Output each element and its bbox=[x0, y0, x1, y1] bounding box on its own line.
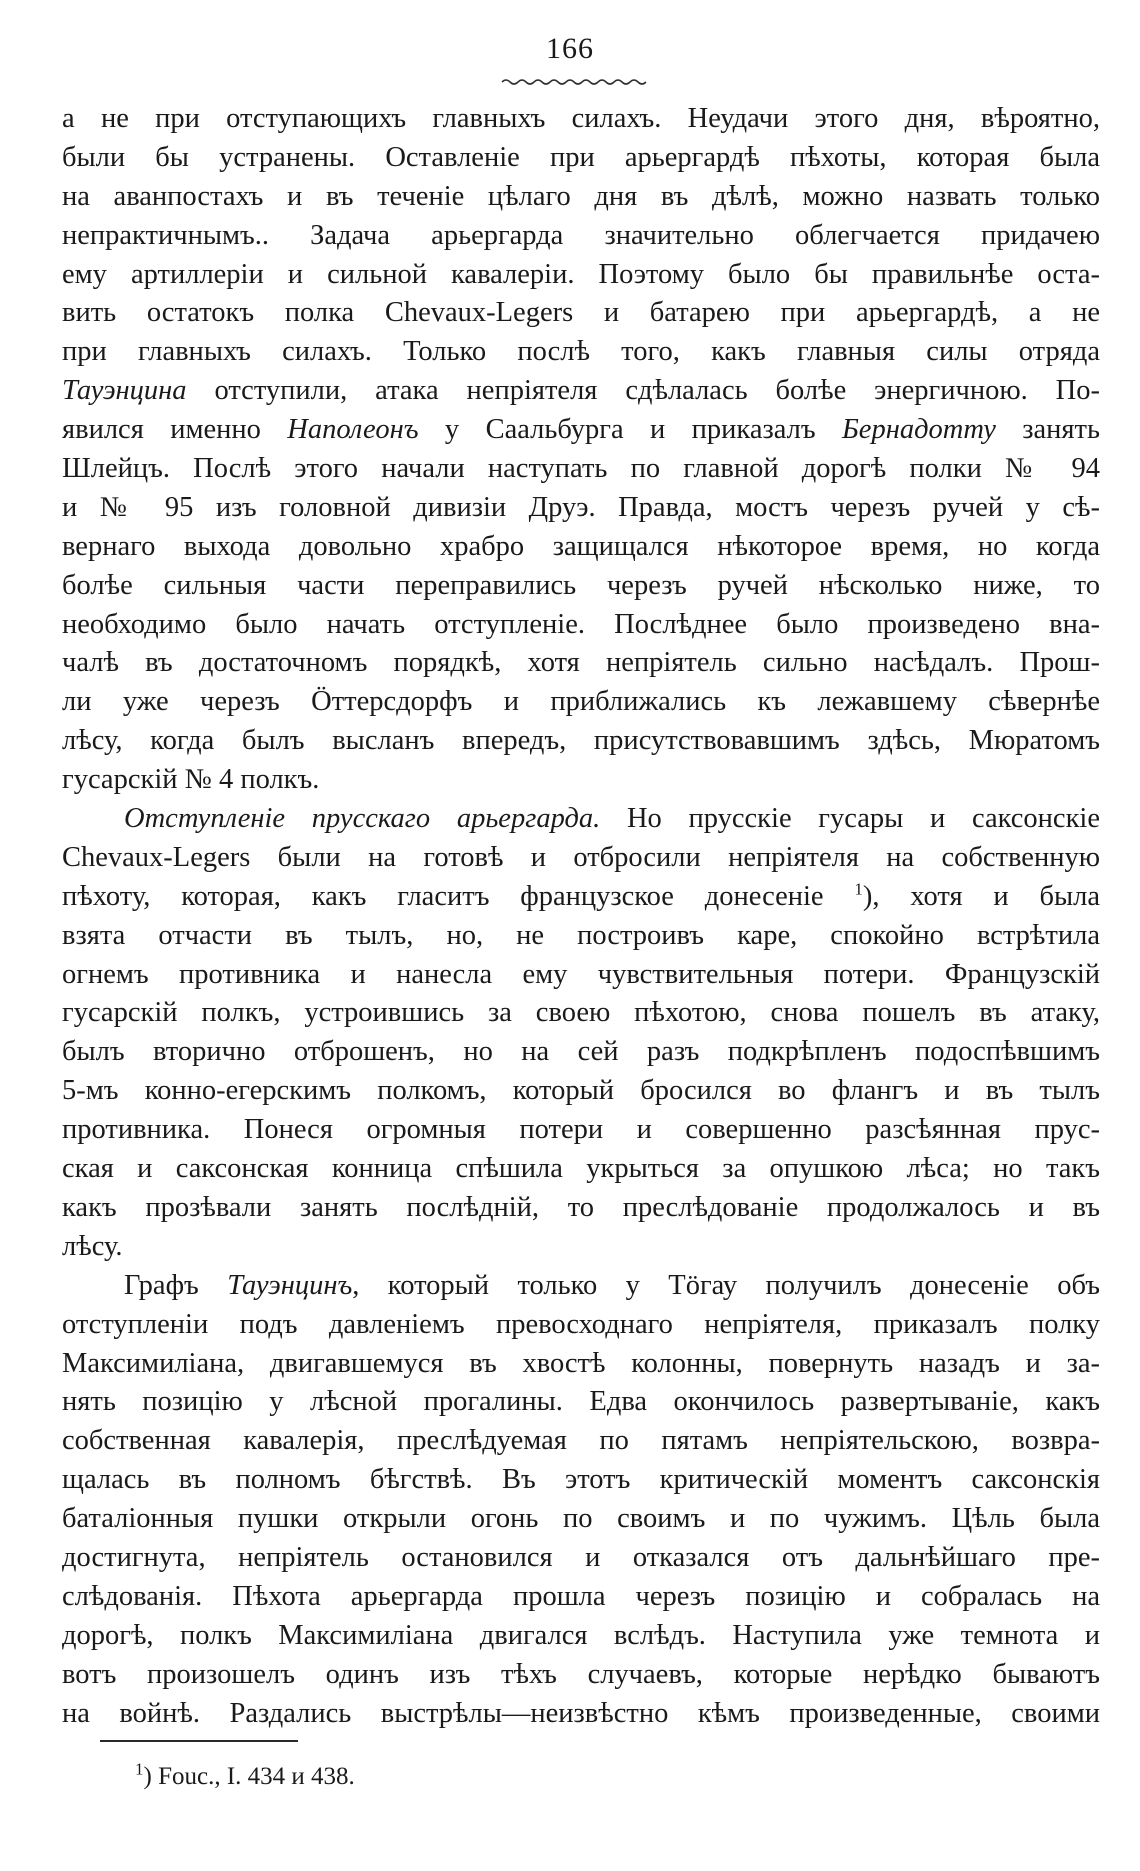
page-number-ornament bbox=[500, 76, 648, 86]
text-line: ему артиллеріи и сильной кавалеріи. Поэтому было бы правильнѣе оста- bbox=[62, 258, 1100, 290]
text-line: непрактичнымъ.. Задача арьергарда значительно облегчается придачею bbox=[62, 219, 1100, 251]
section-heading: Отступленіе прусскаго арьергарда. bbox=[124, 803, 601, 835]
text-line: Отступленіе прусскаго арьергарда. Но прусскіе гусары и саксонскіе bbox=[124, 803, 1100, 835]
text-line: собственная кавалерія, преслѣдуемая по пятамъ непріятельскою, возвра- bbox=[62, 1425, 1100, 1457]
text-line: гусарскій № 4 полкъ. bbox=[62, 764, 320, 796]
text-line: отступленіи подъ давленіемъ превосходнаго непріятеля, приказалъ полку bbox=[62, 1308, 1100, 1340]
text-line: при главныхъ силахъ. Только послѣ того, какъ главныя силы отряда bbox=[62, 336, 1100, 368]
text-line: 5-мъ конно-егерскимъ полкомъ, который бросился во флангъ и въ тылъ bbox=[62, 1075, 1100, 1107]
text-line: противника. Понеся огромныя потери и совершенно разсѣянная прус- bbox=[62, 1114, 1100, 1146]
text-line: нять позицію у лѣсной прогалины. Едва окончилось развертываніе, какъ bbox=[62, 1386, 1100, 1418]
text-line: достигнута, непріятель остановился и отказался отъ дальнѣйшаго пре- bbox=[62, 1541, 1100, 1573]
text-line: чалѣ въ достаточномъ порядкѣ, хотя непріятель сильно насѣдалъ. Прош- bbox=[62, 647, 1100, 679]
text-line: необходимо было начать отступленіе. Послѣднее было произведено вна- bbox=[62, 608, 1100, 640]
text-line: ская и саксонская конница спѣшила укрыться за опушкою лѣса; но такъ bbox=[62, 1153, 1100, 1185]
footnote: $^1$) Fouc., I. 434 и 438. bbox=[135, 1759, 355, 1790]
text-line: болѣе сильныя части переправились черезъ ручей нѣсколько ниже, то bbox=[62, 569, 1100, 601]
text-line: щалась въ полномъ бѣгствѣ. Въ этотъ критическій моментъ саксонскія bbox=[62, 1464, 1100, 1496]
text-line: на войнѣ. Раздались выстрѣлы—неизвѣстно кѣмъ произведенные, своими bbox=[62, 1697, 1100, 1729]
text-line: огнемъ противника и нанесла ему чувствительныя потери. Французскій bbox=[62, 958, 1100, 990]
text-line: лѣсу, когда былъ высланъ впередъ, присутствовавшимъ здѣсь, Мюратомъ bbox=[62, 725, 1100, 757]
text-line: на аванпостахъ и въ теченіе цѣлаго дня въ дѣлѣ, можно назвать только bbox=[62, 180, 1100, 212]
footnote-marker: 1 bbox=[135, 1759, 144, 1779]
text-line: слѣдованія. Пѣхота арьергарда прошла черезъ позицію и собралась на bbox=[62, 1580, 1100, 1612]
footnote-divider bbox=[100, 1740, 298, 1742]
page-number: 166 bbox=[546, 32, 594, 65]
italic-name: Тауэнцинъ bbox=[227, 1269, 353, 1301]
text-line: дорогѣ, полкъ Максимиліана двигался вслѣдъ. Наступила уже темнота и bbox=[62, 1619, 1100, 1651]
text-line: Chevaux-Legers были на готовѣ и отбросили непріятеля на собственную bbox=[62, 841, 1100, 873]
body-text bbox=[62, 100, 1100, 1733]
text-line: вить остатокъ полка Chevaux-Legers и батарею при арьергардѣ, а не bbox=[62, 297, 1100, 329]
text-line: и № 95 изъ головной дивизіи Друэ. Правда, мостъ черезъ ручей у сѣ- bbox=[62, 491, 1100, 523]
text-line: были бы устранены. Оставленіе при арьергардѣ пѣхоты, которая была bbox=[62, 141, 1100, 173]
italic-name: Тауэнцина bbox=[62, 375, 187, 407]
text-line: лѣсу. bbox=[62, 1230, 123, 1262]
text-line: гусарскій полкъ, устроившись за своею пѣхотою, снова пошелъ въ атаку, bbox=[62, 997, 1100, 1029]
text-line: Графъ Тауэнцинъ, который только у Тöгау получилъ донесеніе объ bbox=[124, 1269, 1100, 1301]
footnote-marker: 1 bbox=[854, 879, 863, 899]
text-line: вотъ произошелъ одинъ изъ тѣхъ случаевъ, которые нерѣдко бываютъ bbox=[62, 1658, 1100, 1690]
text-line: Тауэнцина отступили, атака непріятеля сдѣлалась болѣе энергичною. По- bbox=[62, 375, 1100, 407]
text-line: Максимиліана, двигавшемуся въ хвостѣ колонны, повернуть назадъ и за- bbox=[62, 1347, 1100, 1379]
text-line: былъ вторично отброшенъ, но на сей разъ подкрѣпленъ подоспѣвшимъ bbox=[62, 1036, 1100, 1068]
text-line: взята отчасти въ тылъ, но, не построивъ каре, спокойно встрѣтила bbox=[62, 919, 1100, 951]
text-line: какъ прозѣвали занять послѣдній, то преслѣдованіе продолжалось и въ bbox=[62, 1191, 1100, 1223]
text-line: явился именно Наполеонъ у Саальбурга и приказалъ Бернадотту занять bbox=[62, 414, 1100, 446]
italic-name: Бернадотту bbox=[841, 414, 996, 446]
text-line: пѣхоту, которая, какъ гласитъ французское донесеніе $^1$), хотя и была bbox=[62, 879, 1100, 912]
text-line: ли уже черезъ Öттерсдорфъ и приближались къ лежавшему сѣвернѣе bbox=[62, 686, 1100, 718]
text-line: баталіонныя пушки открыли огонь по своимъ и по чужимъ. Цѣль была bbox=[62, 1503, 1100, 1535]
italic-name: Наполеонъ bbox=[287, 414, 419, 446]
text-line: Шлейцъ. Послѣ этого начали наступать по главной дорогѣ полки № 94 bbox=[62, 453, 1100, 485]
text-line: вернаго выхода довольно храбро защищался нѣкоторое время, но когда bbox=[62, 530, 1100, 562]
text-line: а не при отступающихъ главныхъ силахъ. Неудачи этого дня, вѣроятно, bbox=[62, 103, 1100, 134]
